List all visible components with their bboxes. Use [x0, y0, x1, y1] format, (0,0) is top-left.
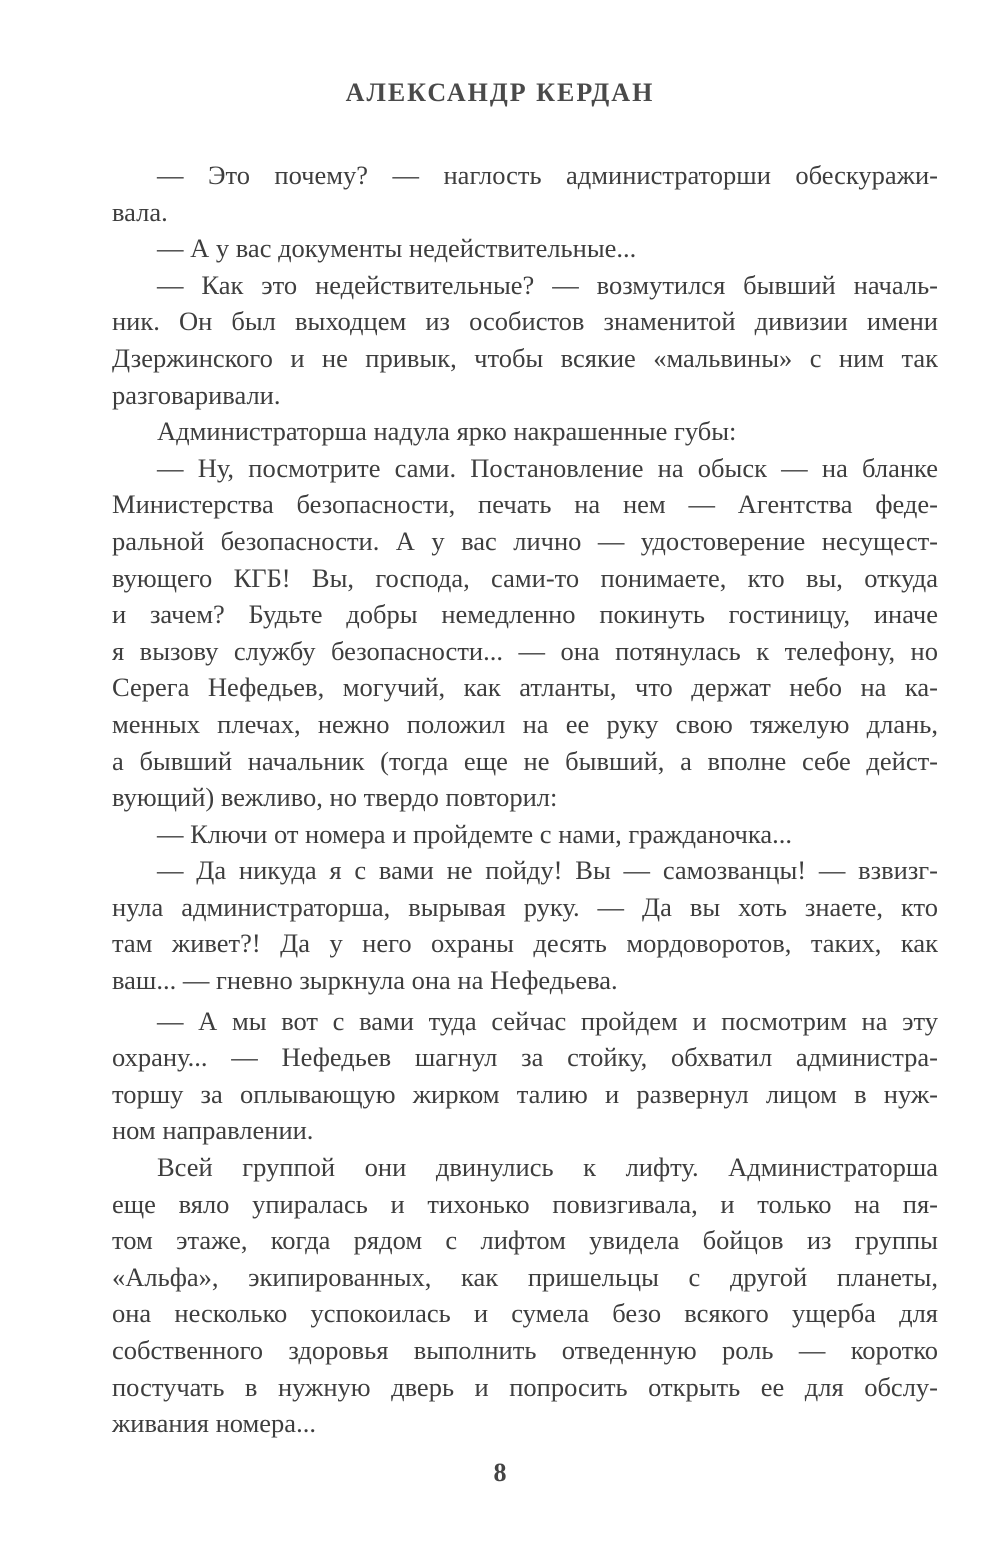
text-line: «Альфа», экипированных, как пришельцы с другой планеты, — [112, 1261, 938, 1292]
text-line: вующего КГБ! Вы, господа, сами-то понимаете, кто вы, откуда — [112, 562, 938, 593]
text-line: Всей группой они двинулись к лифту. Администраторша — [157, 1152, 938, 1183]
text-line: — А у вас документы недействительные... — [157, 233, 637, 264]
text-line: Серега Нефедьев, могучий, как атланты, что держат небо на ка- — [112, 672, 938, 703]
text-line: том этаже, когда рядом с лифтом увидела бойцов из группы — [112, 1225, 938, 1256]
text-line: — Ключи от номера и пройдемте с нами, гражданочка... — [157, 818, 792, 849]
text-line: разговаривали. — [112, 379, 281, 410]
text-line: ном направлении. — [112, 1115, 314, 1146]
text-line: там живет?! Да у него охраны десять мордоворотов, таких, как — [112, 928, 938, 959]
text-line: — А мы вот с вами туда сейчас пройдем и посмотрим на эту — [157, 1005, 938, 1036]
running-header-author: АЛЕКСАНДР КЕРДАН — [345, 78, 655, 107]
text-line: ник. Он был выходцем из особистов знаменитой дивизии имени — [112, 306, 938, 337]
text-line: ральной безопасности. А у вас лично — удостоверение несущест- — [112, 525, 938, 556]
text-line: а бывший начальник (тогда еще не бывший, а вполне себе дейст- — [112, 745, 938, 776]
text-line: она несколько успокоилась и сумела безо всякого ущерба для — [112, 1298, 938, 1329]
text-line: торшу за оплывающую жирком талию и развернул лицом в нуж- — [112, 1078, 938, 1109]
text-line: еще вяло упиралась и тихонько повизгивала, и только на пя- — [112, 1188, 938, 1219]
text-line: Дзержинского и не привык, чтобы всякие «мальвины» с ним так — [112, 342, 938, 373]
text-line: постучать в нужную дверь и попросить открыть ее для обслу- — [112, 1371, 938, 1402]
text-line: живания номера... — [112, 1408, 316, 1439]
text-line: вала. — [112, 196, 168, 227]
page-number: 8 — [493, 1458, 507, 1487]
text-line: и зачем? Будьте добры немедленно покинуть гостиницу, иначе — [112, 599, 938, 630]
page-body-text — [112, 157, 938, 1442]
text-line: вующий) вежливо, но твердо повторил: — [112, 782, 558, 813]
text-line: Министерства безопасности, печать на нем — Агентства феде- — [112, 489, 938, 520]
text-line: я вызову службу безопасности... — она потянулась к телефону, но — [112, 635, 938, 666]
text-line: менных плечах, нежно положил на ее руку свою тяжелую длань, — [112, 708, 938, 739]
text-line: собственного здоровья выполнить отведенную роль — коротко — [112, 1335, 938, 1365]
text-line: Администраторша надула ярко накрашенные губы: — [157, 416, 737, 447]
text-line: — Ну, посмотрите сами. Постановление на обыск — на бланке — [157, 452, 938, 483]
text-line: — Да никуда я с вами не пойду! Вы — самозванцы! — взвизг- — [157, 855, 938, 886]
text-line: — Это почему? — наглость администраторши обескуражи- — [157, 160, 938, 190]
text-line: нула администраторша, вырывая руку. — Да вы хоть знаете, кто — [112, 891, 938, 922]
text-line: охрану... — Нефедьев шагнул за стойку, обхватил администра- — [112, 1042, 938, 1073]
text-line: — Как это недействительные? — возмутился бывший началь- — [157, 269, 938, 300]
text-line: ваш... — гневно зыркнула она на Нефедьева. — [112, 965, 618, 996]
